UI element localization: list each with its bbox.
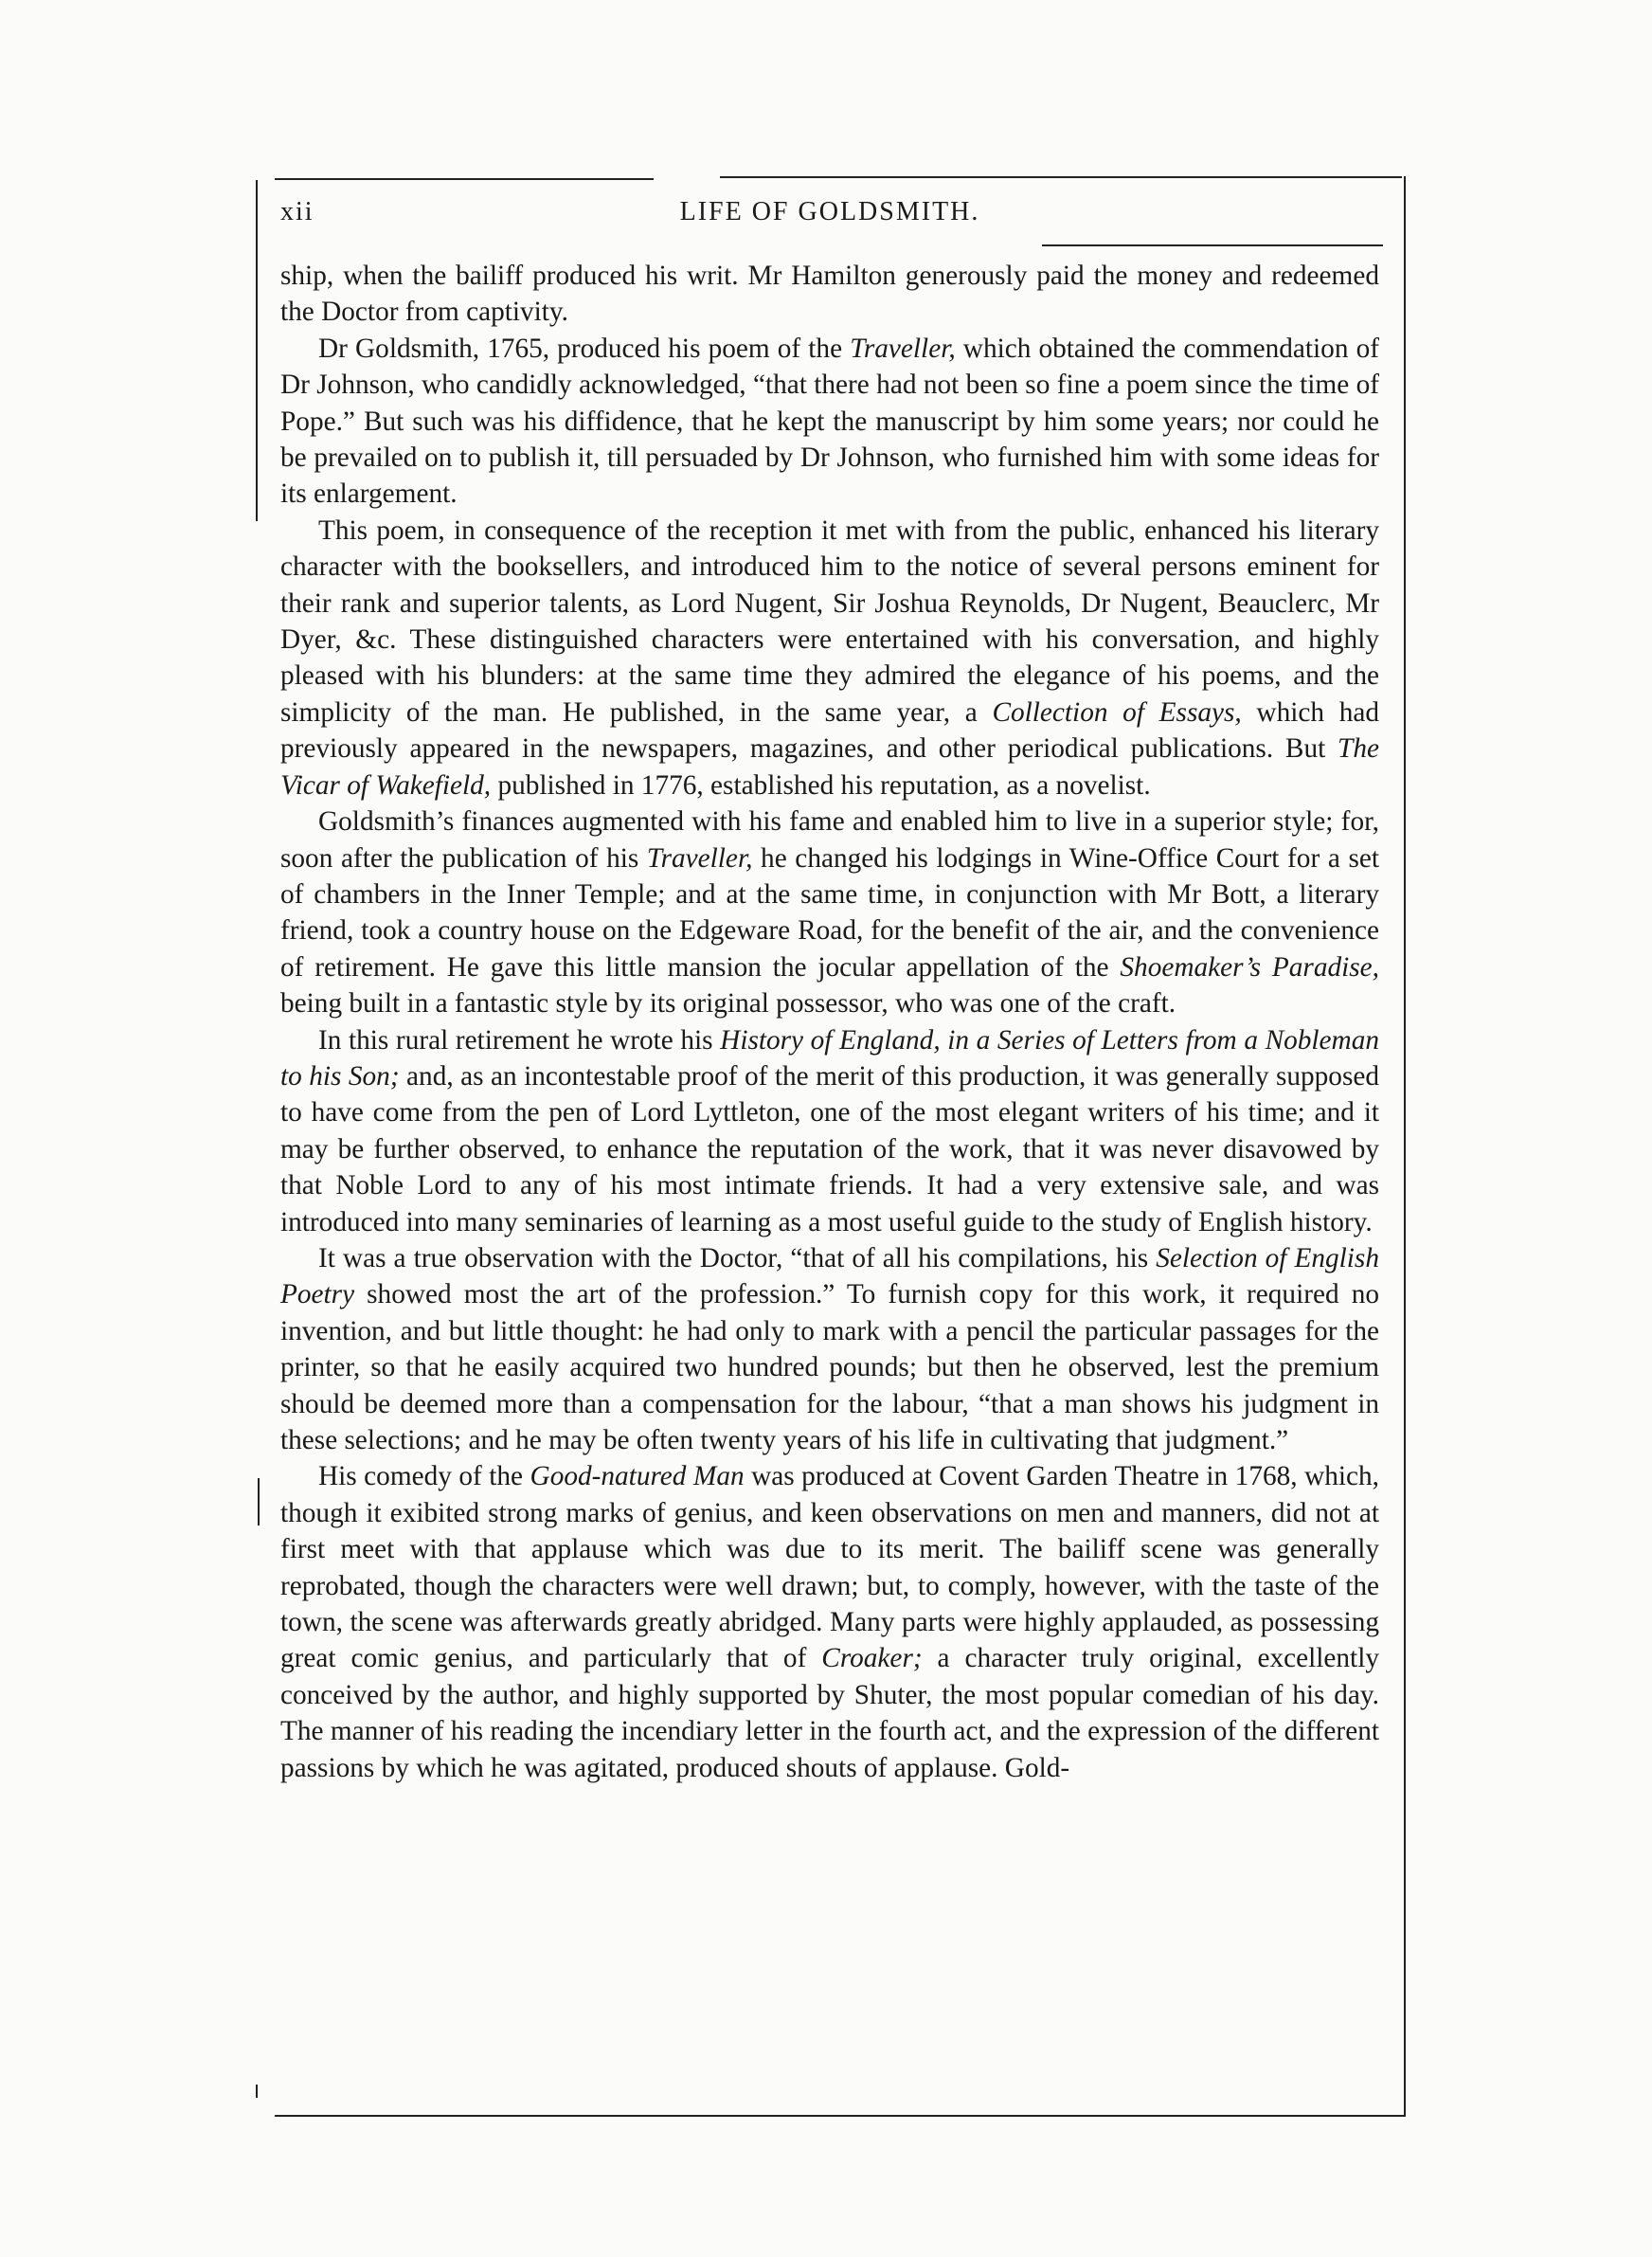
text-run: being built in a fantastic style by its original possessor, who was one of the craft. xyxy=(280,988,1176,1020)
left-margin-tick xyxy=(256,2085,258,2098)
paragraph xyxy=(280,513,1379,803)
running-head xyxy=(280,197,1379,235)
italic-title: History of England, in a Series of Letters from a Nobleman to his Son; xyxy=(280,1024,1379,1092)
paragraph xyxy=(280,331,1379,513)
text-run: and, as an incontestable proof of the merit of this production, it was generally supposed to have come from the pen of Lord Lyttleton, one of the most elegant writers of his time; and it may be further observed, to enhance the reputation of the work, that it was never disavowed by that Noble Lord to any of his most intimate friends. It had a very extensive sale, and was introduced into many seminaries of learning as a most useful guide to the study of English history. xyxy=(280,1060,1379,1237)
paragraph xyxy=(280,803,1379,1021)
text-run: His comedy of the xyxy=(318,1461,530,1492)
paragraph xyxy=(280,258,1379,331)
text-run: published in 1776, established his reputation, as a novelist. xyxy=(491,769,1151,801)
italic-title: Traveller, xyxy=(850,333,956,364)
italic-title: The Vicar of Wakefield, xyxy=(280,733,1379,801)
left-margin-mark xyxy=(258,1478,260,1526)
text-run: a character truly original, excellently conceived by the author, and highly supported by Shuter, the most popular comedian of his day. The manner of his reading the incendiary letter in the fourth act, and the expression of the different passions by which he was agitated, produced shouts of applause. Gold- xyxy=(280,1643,1379,1783)
paragraph xyxy=(280,1240,1379,1458)
text-run: which obtained the commendation of Dr Johnson, who candidly acknowledged, “that there had not been so fine a poem since the time of Pope.” But such was his diffidence, that he kept the manuscript by him some years; nor could he be prevailed on to publish it, till persuaded by Dr Johnson, who furnished him with some ideas for its enlargement. xyxy=(280,333,1379,510)
top-rule-left xyxy=(275,178,654,180)
left-margin-rule xyxy=(256,180,258,521)
italic-title: Selection of English Poetry xyxy=(280,1242,1379,1310)
paragraph xyxy=(280,1022,1379,1240)
bottom-rule xyxy=(275,2115,1406,2117)
italic-title: Croaker; xyxy=(821,1643,923,1674)
italic-title: Traveller, xyxy=(646,842,753,874)
body-text xyxy=(280,258,1379,1786)
text-run: showed most the art of the profession.” To furnish copy for this work, it required no invention, and but little thought: he had only to mark with a pencil the particular passages for the printer, so that he easily acquired two hundred pounds; but then he observed, lest the premium should be deemed more than a compensation for the labour, “that a man shows his judgment in these selections; and he may be often twenty years of his life in cultivating that judgment.” xyxy=(280,1279,1379,1455)
header-underline xyxy=(1042,244,1383,246)
top-rule-right xyxy=(720,176,1402,178)
text-run: ship, when the bailiff produced his writ. Mr Hamilton generously paid the money and redeemed the Doctor from captivity. xyxy=(280,261,1379,328)
text-run: In this rural retirement he wrote his xyxy=(318,1024,721,1056)
italic-title: Good-natured Man xyxy=(530,1461,745,1492)
text-run: he changed his lodgings in Wine-Office Court for a set of chambers in the Inner Temple; and at the same time, in conjunction with Mr Bott, a literary friend, took a country house on the Edgeware Road, for the benefit of the air, and the convenience of retirement. He gave this little mansion the jocular appellation of the xyxy=(280,842,1379,983)
right-margin-rule xyxy=(1404,176,1406,2117)
page-title: LIFE OF GOLDSMITH. xyxy=(679,197,980,226)
text-run: This poem, in consequence of the reception it met with from the public, enhanced his literary character with the booksellers, and introduced him to the notice of several persons eminent for their rank and superior talents, as Lord Nugent, Sir Joshua Reynolds, Dr Nugent, Beauclerc, Mr Dyer, &c. These distinguished characters were entertained with his conversation, and highly pleased with his blunders: at the same time they admired the elegance of his poems, and the simplicity of the man. He published, in the same year, a xyxy=(280,515,1379,728)
text-run: Goldsmith’s finances augmented with his fame and enabled him to live in a superior style; for, soon after the publication of his xyxy=(280,806,1379,874)
italic-title: Collection of Essays, xyxy=(992,696,1242,728)
text-run: was produced at Covent Garden Theatre in 1768, which, though it exibited strong marks of genius, and keen observations on men and manners, did not at first meet with that applause which was due to its merit. The bailiff scene was generally reprobated, though the characters were well drawn; but, to comply, however, with the taste of the town, the scene was afterwards greatly abridged. Many parts were highly applauded, as possessing great comic genius, and particularly that of xyxy=(280,1461,1379,1674)
text-run: It was a true observation with the Doctor, “that of all his compilations, his xyxy=(318,1242,1157,1273)
page-number: xii xyxy=(280,197,314,226)
italic-title: Shoemaker’s Paradise, xyxy=(1120,951,1379,983)
text-run: which had previously appeared in the newspapers, magazines, and other periodical publications. But xyxy=(280,696,1380,765)
text-run: Dr Goldsmith, 1765, produced his poem of the xyxy=(318,333,851,364)
paragraph xyxy=(280,1458,1379,1786)
